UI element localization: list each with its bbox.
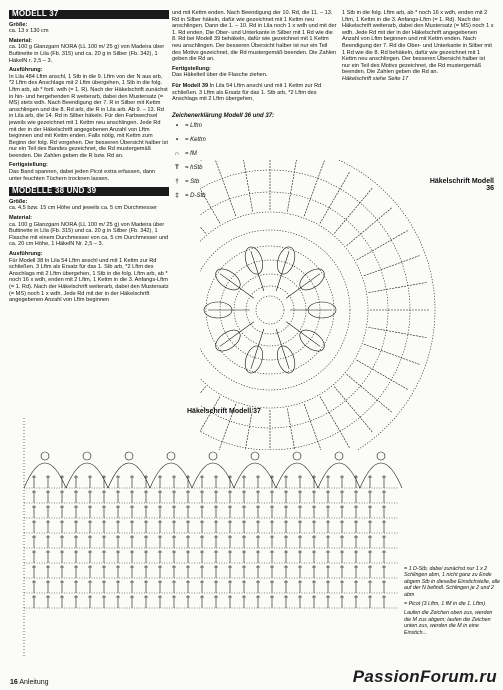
note-laufen: Laufen die Zeichen oben zus, werden die M zus abgem; laufen die Zeichen unten zus, werden die M in eine Einstich...: [404, 610, 493, 636]
ausfuehrung-label-2: Ausführung:: [9, 251, 43, 257]
ausfuehrung-text-2: Für Modell 38 In Lila 54 Lftm anschl und mit 1 Kettm zur Rd schließen. 3 Lftm als Ersatz für das 1. Stb arb, *2 Lftm des Anschlags mit 2 Lftm übergehen, 1 Stb in die folg. Lftm arb, ab * noch 16 x wdh, enden mit 2 Lftm, 1 Kettm in die 3. Anfangs-Lftm (= 1. Rd). Nach der Häkelschrift weiterarb, dabei den Mustersatz (= MS) noch 1 x wdh. Jede Rd mit der in der Häkelschrift angegebenen Anzahl von Lftm beginnen: [9, 257, 169, 304]
chart-36-stitch: [200, 171, 220, 223]
chart-36-spoke: [276, 251, 289, 291]
chart-37-scallop: [318, 463, 360, 488]
column-right: [342, 10, 494, 83]
chart-36-ring: [200, 160, 435, 450]
footer-section: Anleitung: [19, 679, 49, 686]
chart-36-stitch: [320, 171, 350, 223]
watermark: PassionForum.ru: [352, 667, 497, 686]
chart-36-ring: [246, 286, 294, 334]
legend-symbol: •: [175, 123, 179, 130]
fertigstellung-label-3: Fertigstellung:: [172, 65, 211, 72]
chart-37-drawing: [24, 418, 402, 658]
groesse-text: ca. 13 x 130 cm: [9, 28, 49, 35]
legend-item: [172, 133, 337, 147]
chart-37-scallop: [276, 463, 318, 488]
chart-37-scallop: [360, 463, 402, 488]
chart-36-stitch: [357, 360, 409, 390]
material-label-2: Material:: [9, 215, 33, 222]
material-text: ca. 100 g Glanzgarn NORA (LL 100 m/ 25 g) von Madeira über Buttinette in Lila (Fb. 315) und ca. 20 g in Silber (Fb. 342), 1 HäkelN r. 2,5 – 3.: [9, 44, 165, 64]
chart-36-ring: [256, 296, 284, 324]
reference-text: Häkelschrift siehe Seite 17: [342, 75, 409, 82]
chart-37-picot: [125, 452, 133, 460]
label-chart-36-text: Häkelschrift Modell 36: [429, 178, 494, 192]
chart-36-stitch: [334, 187, 373, 233]
legend-title: Zeichenerklärung Modell 36 und 37:: [172, 112, 275, 119]
legend-label: = hStb: [185, 165, 203, 172]
legend-label: = D-Stb: [185, 193, 206, 200]
crochet-chart-37: [4, 418, 404, 668]
legend-label: = Kettm: [185, 137, 206, 144]
ausfuehrung-text: In Lila 484 Lftm anschl, 1 Stb in die 9. Lftm von der N aus arb, *2 Lftm des Anschlags mit 2 Lftm übergehen, 1 Stb in die folg. Lftm arb, ab * fortl. wdh (= 1. R). Nach der Häkelschrift zunächst in hin- und hergehenden R weiterarb, dabei den Mustersatz (= MS) stets wdh. Nach Beendigung der 7. R in Silber mit Kettm anschlingen und die 8. Rd arb, die R in Lila arb. Ab 9. – 13. Rd in Lila arb, die 14. Rd in Silber häkeln. Für den Farbwechsel jeweils wie gezeichnet mit 1 Kettm neu anschlingen. Jede Rd mit der in der Häkelschrift angegebenen Anzahl von Lftm beginnen und mit Kettm enden. Falls nötig, mit Kettm zum Beginn der folg. Rd vorgehen. Der besseren Übersicht halber ist nur ein Teil des Bandes gezeichnet, die Rd mustergemäß beenden. Die Zahlen geben die R bzw. Rd an.: [9, 73, 168, 159]
groesse-text-2: ca. 4,5 bzw. 15 cm Höhe und jeweils ca. 5 cm Durchmesser: [9, 205, 157, 212]
modell-39-intro: [172, 83, 337, 103]
chart-37-scallop: [192, 463, 234, 488]
legend-symbol: ‡: [175, 193, 179, 200]
chart-37-scallop: [150, 463, 192, 488]
chart-37-picot: [83, 452, 91, 460]
chart-36-stitch: [304, 160, 325, 216]
chart-37-picot: [293, 452, 301, 460]
legend-label: = Stb: [185, 179, 200, 186]
legend-label: = fM: [185, 151, 197, 158]
legend-symbol: •: [175, 137, 179, 144]
fertigstellung-text: Das Band spannen, dabei jeden Picot extra erfassen, dann unter feuchten Tüchern trocknen lassen.: [9, 169, 156, 182]
chart-37-picot: [377, 452, 385, 460]
chart-36-stitch: [200, 187, 206, 233]
chart-36-stitch: [368, 327, 427, 337]
legend-symbol: T: [175, 165, 179, 172]
legend-label: = Lftm: [185, 123, 202, 130]
chart-36-spoke: [276, 329, 289, 369]
crochet-chart-36: [200, 160, 500, 450]
legend-symbol: †: [175, 179, 179, 186]
ausfuehrung-label: Ausführung:: [9, 67, 43, 74]
material-text-2: ca. 100 g Glanzgarn NORA (LL 100 m/ 25 g) von Madeira über Buttinette in Lila (Fb. 315) und ca. 20 g in Silber (Fb. 342), 1 Flasche mit einem Durchmesser von ca. 5 cm Durchmesser und ca. 20 cm Höhe, 1 HäkelN Nr. 2,5 – 3.: [9, 221, 169, 248]
note-picot: = Picot (3 Lftm, 1 fM in die 1. Lftm): [404, 601, 486, 608]
chart-37-scallop: [66, 463, 108, 488]
chart-37-scallop: [108, 463, 150, 488]
chart-37-picot: [335, 452, 343, 460]
heading-modell-37: MODELL 37: [9, 10, 169, 19]
chart-37-picot: [41, 452, 49, 460]
note-dstb: = 1 D-Stb, dabei zunächst nur 1 x 2 Schlingen abm, 1 nicht ganz zu Ende abgem Stb in dieselbe Einstichstelle, alle auf der N befindl. Schlingen je 2 und 2 abm: [404, 566, 500, 598]
notes-right: [404, 566, 500, 636]
modell-39-lead: Für Modell 39: [172, 82, 209, 89]
chart-37-picot: [209, 452, 217, 460]
chart-36-stitch: [364, 344, 420, 365]
chart-36-stitch: [242, 160, 252, 212]
chart-37-scallop: [24, 463, 66, 488]
chart-36-stitch: [357, 230, 409, 260]
material-label: Material:: [9, 37, 33, 44]
fertigstellung-text-3: Das Häkelteil über die Flasche ziehen.: [172, 72, 268, 79]
column-left: [9, 10, 169, 304]
chart-36-stitch: [215, 160, 236, 216]
legend-symbol: ∩: [174, 151, 180, 158]
fertigstellung-label: Fertigstellung:: [9, 162, 48, 169]
column2-text: und mit Kettm enden. Nach Beendigung der 10. Rd, die 11. – 13. Rd in Silber häkeln, dafür wie gezeichnet mit 1 Kettm neu anschlingen. Dann die 1. – 10. Rd in Lila noch 1 x wdh und mit der 1. Rd enden. Die Ober- und Unterkante in Silber mit 1 Rd wie die 8. Rd bei Modell 39 behäkeln, dafür wie gezeichnet mit 1 Kettm neu anschlingen. Der besseren Übersicht halber ist nur ein Teil des Motivs gezeichnet, die Rd mustergemäß beenden. Die Zahlen geben die Rd an.: [172, 10, 337, 63]
page-footer: [10, 679, 49, 686]
chart-37-picot: [251, 452, 259, 460]
chart-36-drawing: [200, 160, 435, 450]
page-number: 16: [10, 679, 18, 686]
chart-37-scallop: [234, 463, 276, 488]
groesse-label: Größe:: [9, 21, 28, 28]
chart-37-picot: [167, 452, 175, 460]
column3-text: 1 Stb in die folg. Lftm arb, ab * noch 16 x wdh, enden mit 2 Lftm, 1 Kettm in die 3. Anfangs-Lftm (= 1. Rd). Nach der Häkelschrift weiterarb, dabei den Mustersatz (= MS) noch 1 x wdh. Jede Rd mit der in der Häkelschrift angegebenen Anzahl von Lftm beginnen und mit Kettm enden. Nach Beendigung der 7. Rd die Ober- und Unterkante in Silber mit 1 Rd wie die 8. Rd behäkeln, dafür wie gezeichnet mit 1 Kettm neu anschlingen. Der besseren Übersicht halber ist nur ein Teil des Motivs gezeichnet, die Rd mustergemäß beenden. Die Zahlen geben die Rd an.: [342, 10, 494, 76]
chart-36-stitch: [287, 160, 297, 212]
heading-modell-38-39: MODELLE 38 UND 39: [9, 187, 169, 196]
legend-item: [172, 119, 337, 133]
label-chart-37-text: Häkelschrift Modell 37: [187, 408, 261, 415]
groesse-label-2: Größe:: [9, 198, 28, 205]
chart-36-stitch: [347, 207, 393, 246]
modell-39-text: In Lila 54 Lftm anschl und mit 1 Kettm zur Rd schließen. 3 Lftm als Ersatz für das 1. Stb arb, *2 Lftm des Anschlags mit 2 Lftm übergehen,: [172, 82, 322, 103]
chart-36-spoke: [251, 251, 264, 291]
chart-36-stitch: [368, 282, 427, 292]
chart-36-spoke: [251, 329, 264, 369]
chart-36-stitch: [364, 255, 420, 276]
